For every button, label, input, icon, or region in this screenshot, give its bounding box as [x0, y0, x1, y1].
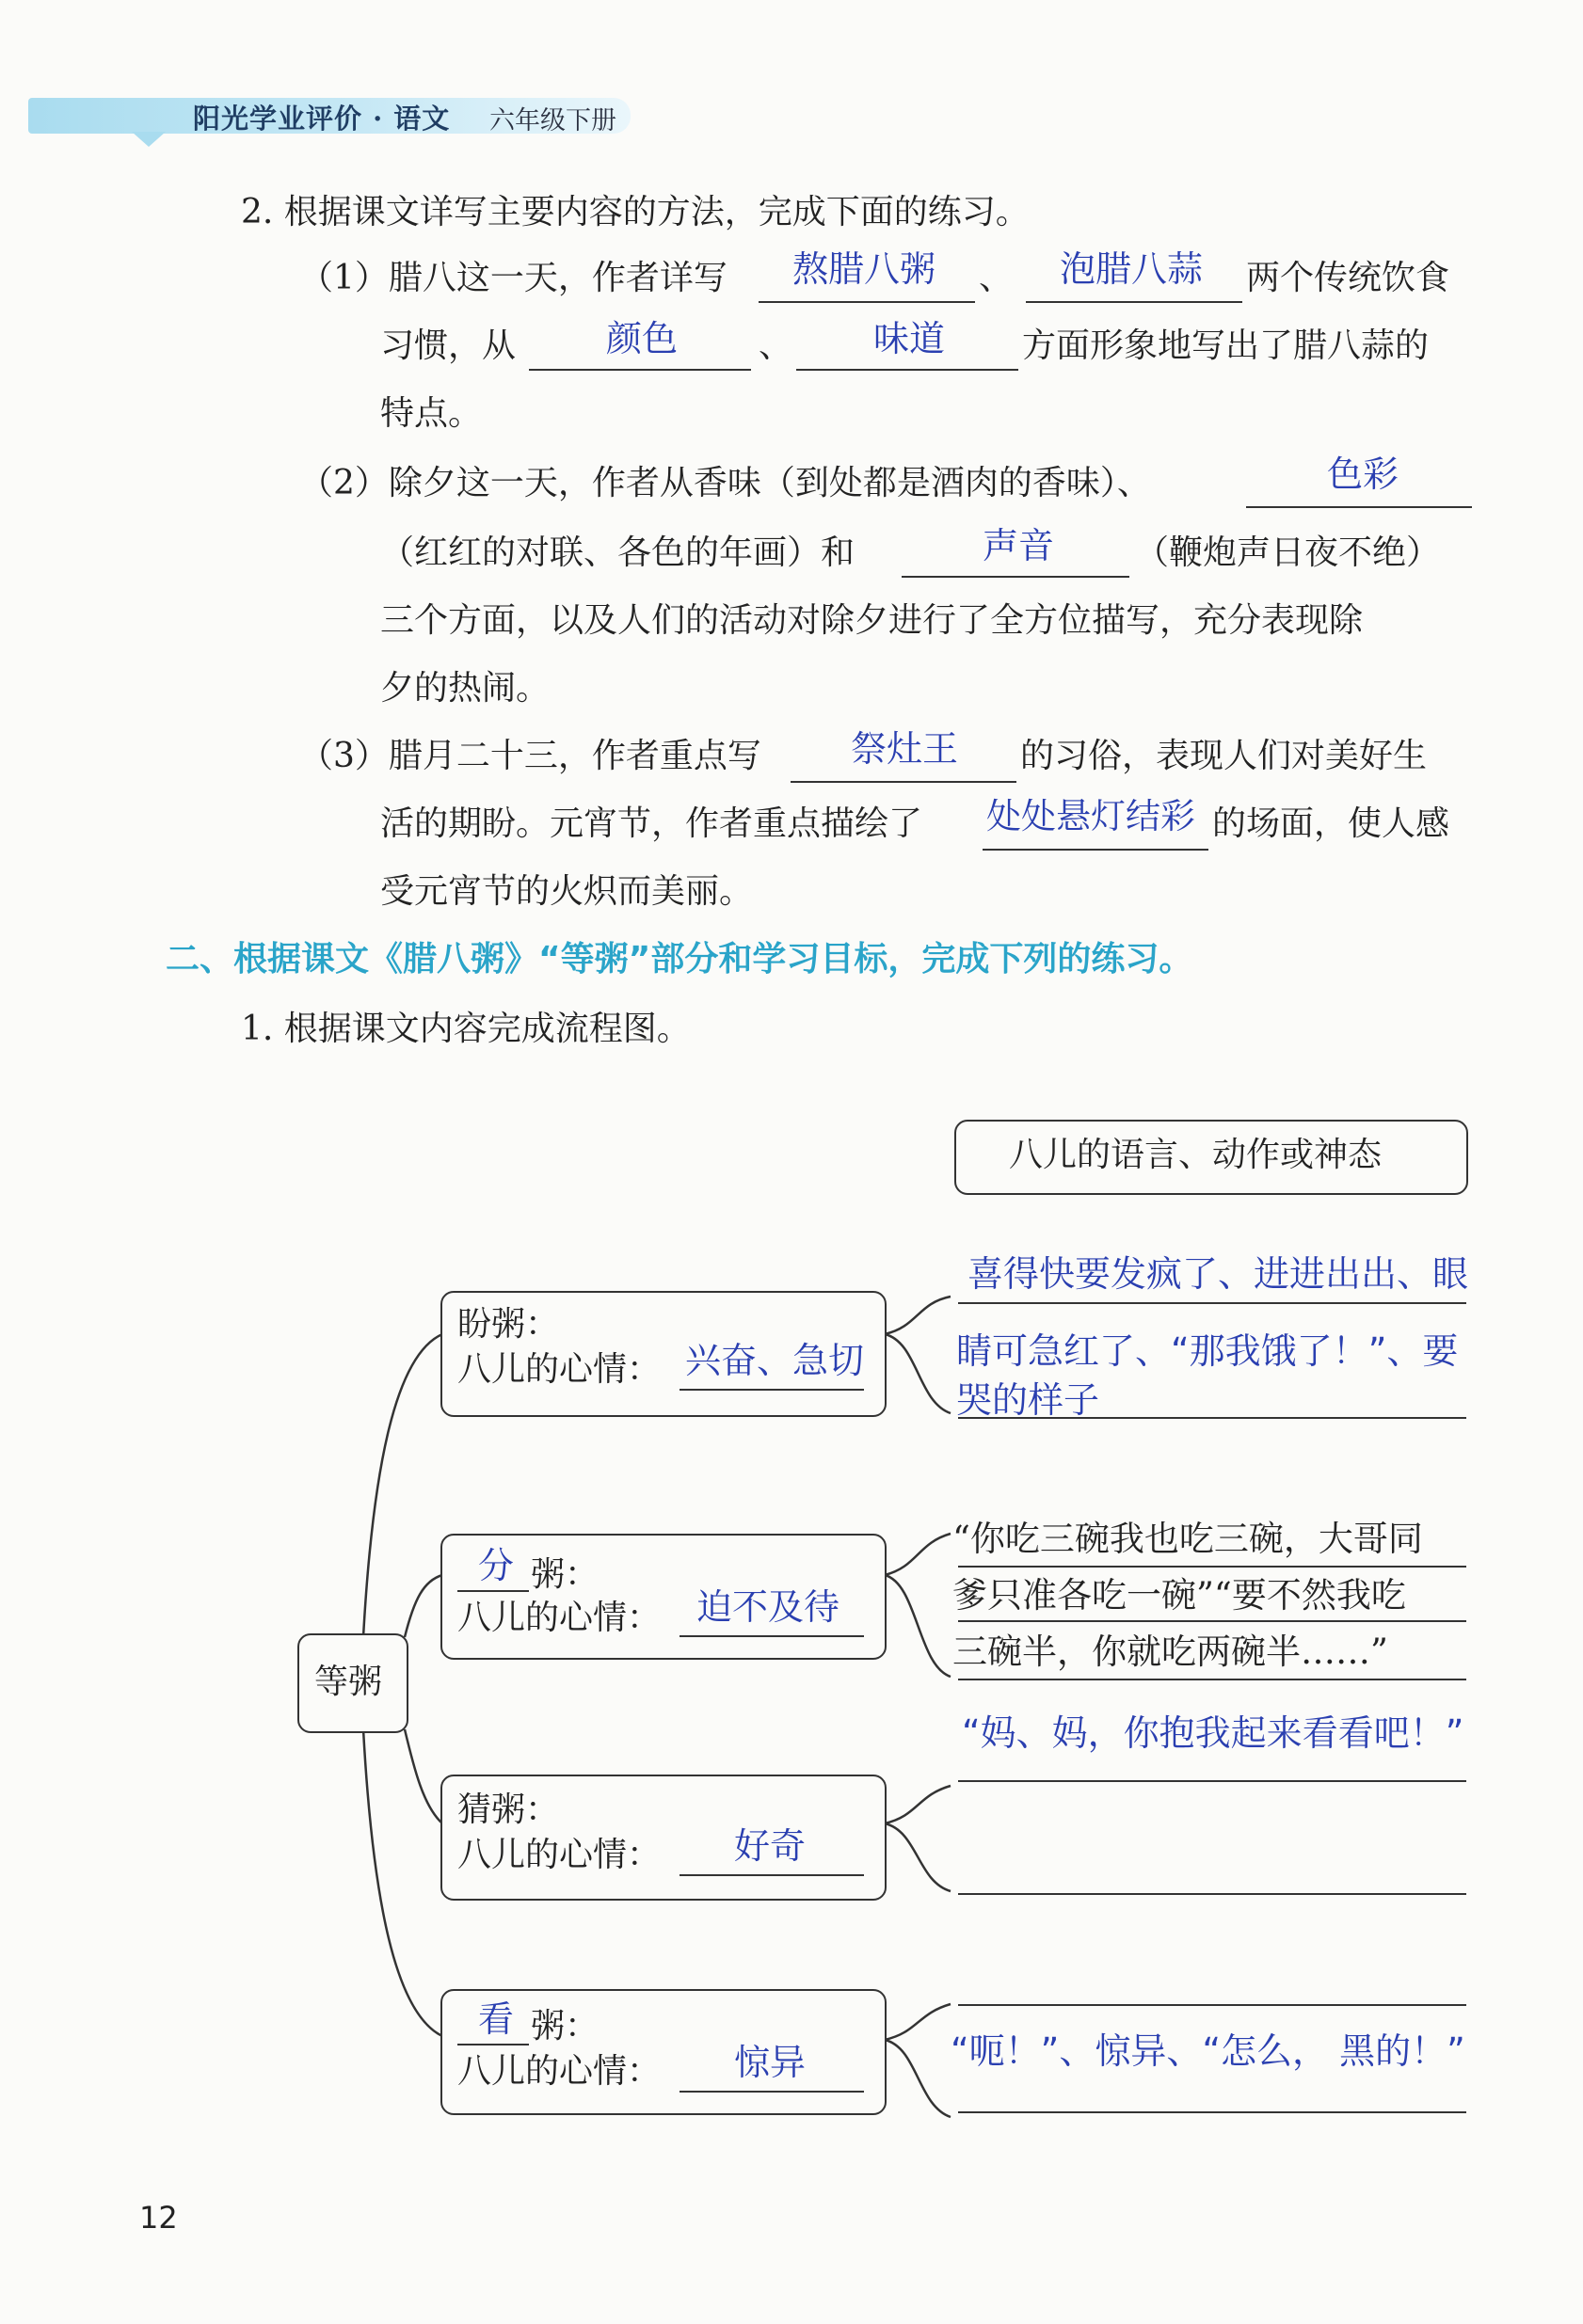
- flow-node-3-stage: 猜粥：: [457, 1791, 560, 1829]
- flow-node-4-stage-blank: [457, 2044, 529, 2045]
- flow-node-1-blank-2: [958, 1417, 1466, 1419]
- flow-node-4-stage: 粥：: [531, 2007, 600, 2045]
- q2-p1-answer-2: 泡腊八蒜: [1060, 248, 1204, 290]
- q2-p3-text-a: （3）腊月二十三，作者重点写: [299, 737, 761, 775]
- flow-node-2-mood-answer: 迫不及待: [696, 1586, 840, 1628]
- q2-p2-text-d: 三个方面，以及人们的活动对除夕进行了全方位描写，充分表现除: [380, 601, 1364, 640]
- q2-p1-sep-2: 、: [759, 326, 793, 365]
- q2-p3-text-e: 受元宵节的火炽而美丽。: [380, 872, 754, 911]
- section-2-heading: 二、根据课文《腊八粥》“等粥”部分和学习目标，完成下列的练习。: [166, 940, 1193, 979]
- flow-node-1-mood-answer: 兴奋、急切: [685, 1340, 865, 1381]
- flow-node-1-mood-label: 八儿的心情：: [457, 1350, 662, 1389]
- header-grade: 六年级下册: [489, 106, 616, 135]
- flow-root-box: [297, 1633, 408, 1733]
- flow-node-2-mood-blank: [680, 1635, 864, 1637]
- flow-node-2-blank-3: [958, 1679, 1466, 1680]
- flow-node-3-blank-2: [958, 1893, 1466, 1895]
- flow-right-header: 八儿的语言、动作或神态: [1009, 1136, 1383, 1174]
- q2-p1-text-a: （1）腊八这一天，作者详写: [299, 259, 728, 297]
- q2-p1-sep-1: 、: [979, 259, 1014, 297]
- flow-node-1-line-1: 喜得快要发疯了、进进出出、眼: [967, 1253, 1469, 1295]
- page-number: 12: [139, 2200, 178, 2236]
- flow-node-3-mood-answer: 好奇: [734, 1825, 807, 1867]
- flow-node-2-blank-1: [958, 1566, 1466, 1568]
- flow-node-1-stage: 盼粥：: [457, 1305, 560, 1344]
- q2-p1-text-c: 习惯，从: [380, 326, 517, 365]
- flow-node-2-line-2: 爹只准各吃一碗”“要不然我吃: [952, 1575, 1406, 1616]
- flow-node-2-line-1: “你吃三碗我也吃三碗，大哥同: [952, 1519, 1423, 1559]
- flow-node-2-stage: 粥：: [531, 1555, 600, 1594]
- q2-p1-answer-4: 味道: [873, 318, 946, 359]
- q2-p1-text-e: 特点。: [380, 394, 483, 433]
- flow-node-4-line-2: “呃！”、惊异、“怎么， 黑的！”: [951, 2030, 1465, 2072]
- flow-node-3-line-1: “妈、妈，你抱我起来看看吧！”: [962, 1712, 1464, 1754]
- flow-node-2-stage-answer: 分: [478, 1545, 515, 1586]
- flow-node-1-line-2: 睛可急红了、“那我饿了！”、要: [956, 1330, 1459, 1372]
- flow-root-label: 等粥: [314, 1663, 383, 1701]
- q2-p3-text-c: 活的期盼。元宵节，作者重点描绘了: [380, 804, 923, 843]
- flow-right-header-box: [954, 1120, 1468, 1195]
- flow-node-3-blank-1: [958, 1780, 1466, 1782]
- flow-node-4-blank-2: [958, 2111, 1466, 2113]
- q2-p2-text-b: （红红的对联、各色的年画）和: [380, 533, 855, 572]
- flow-node-3-mood-blank: [680, 1874, 864, 1876]
- q2-p3-text-b: 的习俗，表现人们对美好生: [1020, 737, 1428, 775]
- flow-node-3-mood-label: 八儿的心情：: [457, 1836, 662, 1874]
- q2-intro: 2. 根据课文详写主要内容的方法，完成下面的练习。: [241, 193, 1030, 231]
- q2-p1-text-b: 两个传统饮食: [1246, 259, 1450, 297]
- flow-node-4-mood-label: 八儿的心情：: [457, 2052, 662, 2091]
- flow-node-2-blank-2: [958, 1620, 1466, 1622]
- q2-p2-text-c: （鞭炮声日夜不绝）: [1135, 533, 1441, 572]
- q2-p1-text-d: 方面形象地写出了腊八蒜的: [1022, 326, 1430, 365]
- flow-node-4-blank-1: [958, 2004, 1466, 2006]
- q2-p1-answer-1: 熬腊八粥: [792, 248, 936, 290]
- flow-node-2-mood-label: 八儿的心情：: [457, 1599, 662, 1637]
- q2-p2-answer-2: 声音: [983, 525, 1055, 566]
- flow-node-2-stage-blank: [457, 1590, 529, 1592]
- q2-p2-text-a: （2）除夕这一天，作者从香味（到处都是酒肉的香味）、: [299, 464, 1151, 502]
- q2-p2-answer-1: 色彩: [1327, 454, 1399, 495]
- q2-p3-answer-1: 祭灶王: [851, 728, 959, 770]
- flow-node-1-line-3: 哭的样子: [956, 1379, 1100, 1421]
- flow-node-4-mood-blank: [680, 2091, 864, 2093]
- flow-node-2-line-3: 三碗半，你就吃两碗半……”: [952, 1632, 1388, 1672]
- flow-node-4-stage-answer: 看: [478, 1998, 515, 2040]
- q2-p2-text-e: 夕的热闹。: [380, 669, 551, 708]
- q2-p3-text-d: 的场面，使人感: [1212, 804, 1450, 843]
- q2-p3-answer-2: 处处悬灯结彩: [986, 796, 1195, 836]
- q2-p1-answer-3: 颜色: [606, 318, 679, 359]
- flow-node-1-mood-blank: [680, 1389, 864, 1391]
- flow-node-4-mood-answer: 惊异: [734, 2042, 807, 2083]
- header-title: 阳光学业评价 · 语文: [193, 103, 451, 135]
- flow-node-1-blank-1: [958, 1302, 1466, 1304]
- section-2-q1: 1. 根据课文内容完成流程图。: [241, 1010, 691, 1048]
